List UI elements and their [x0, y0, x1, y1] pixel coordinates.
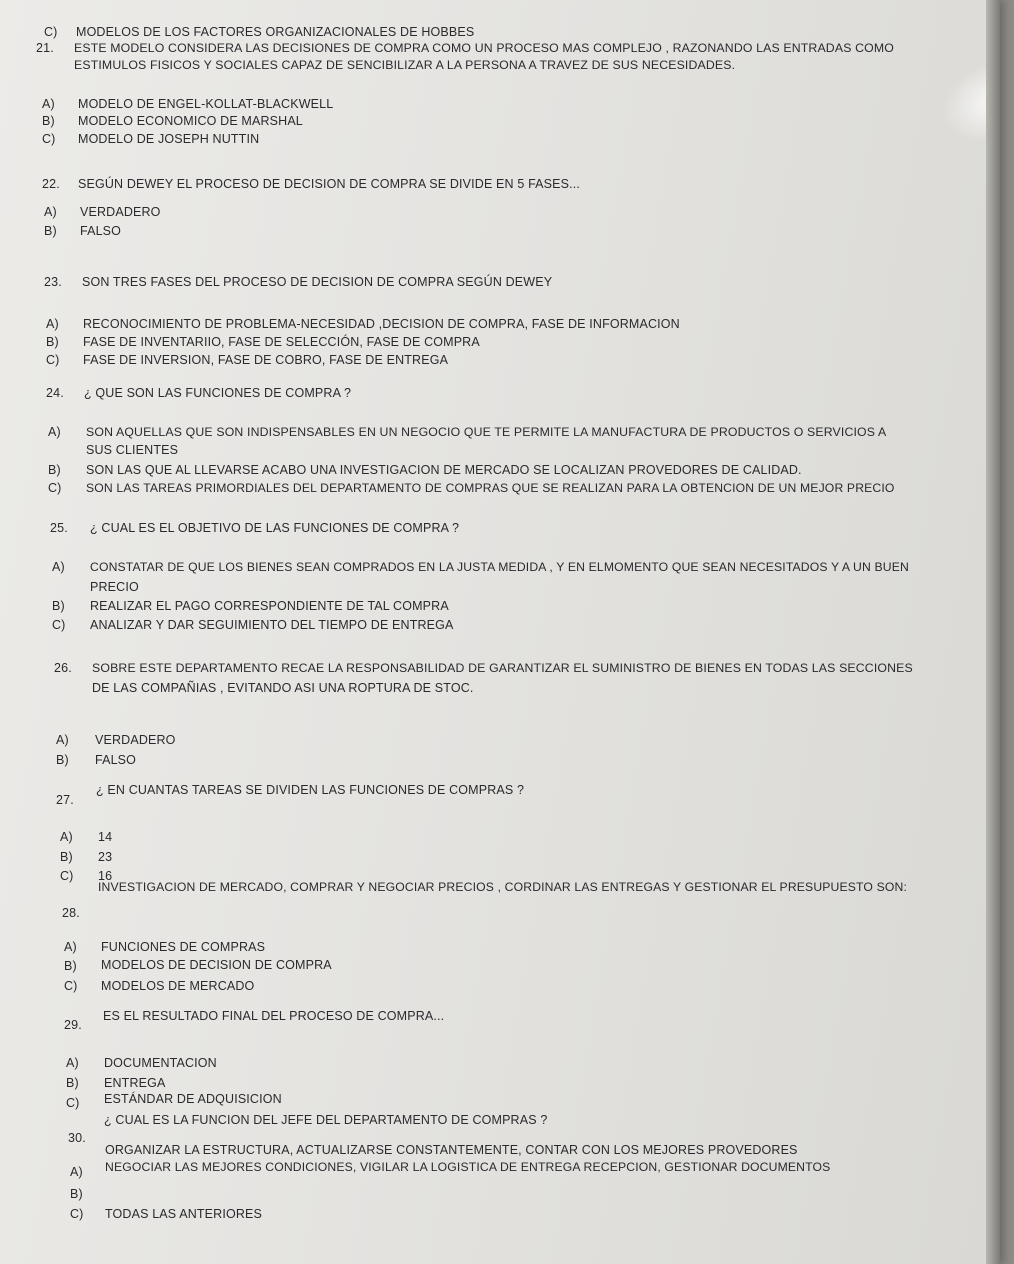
question-text: ¿ CUAL ES EL OBJETIVO DE LAS FUNCIONES DE COMPRA ?: [90, 521, 460, 535]
question-number: 24.: [46, 386, 64, 400]
option-text: FASE DE INVENTARIIO, FASE DE SELECCIÓN, FASE DE COMPRA: [83, 335, 480, 349]
option-label: C): [52, 618, 66, 632]
option-text: FALSO: [80, 224, 122, 238]
option-text: SON LAS TAREAS PRIMORDIALES DEL DEPARTAMENTO DE COMPRAS QUE SE REALIZAN PARA LA OBTENCION DE UN MEJOR PRECIO: [86, 481, 895, 495]
option-label: C): [42, 132, 56, 146]
option-label: B): [52, 599, 65, 613]
option-text: SON AQUELLAS QUE SON INDISPENSABLES EN UN NEGOCIO QUE TE PERMITE LA MANUFACTURA DE PRODUCTOS O SERVICIOS A: [86, 425, 887, 439]
option-text: MODELOS DE MERCADO: [101, 979, 255, 993]
option-text: ENTREGA: [104, 1076, 166, 1090]
question-number: 25.: [50, 521, 68, 535]
option-label: A): [46, 317, 59, 331]
question-number: 26.: [54, 661, 72, 675]
question-text: ESTE MODELO CONSIDERA LAS DECISIONES DE COMPRA COMO UN PROCESO MAS COMPLEJO , RAZONANDO LAS ENTRADAS COMO: [74, 41, 894, 55]
option-label: B): [44, 224, 57, 238]
option-label: A): [44, 205, 57, 219]
option-label: B): [60, 850, 73, 864]
option-text: ANALIZAR Y DAR SEGUIMIENTO DEL TIEMPO DE ENTREGA: [90, 618, 454, 632]
option-text: ORGANIZAR LA ESTRUCTURA, ACTUALIZARSE CONSTANTEMENTE, CONTAR CON LOS MEJORES PROVEDORES: [105, 1143, 798, 1157]
option-label: A): [70, 1165, 83, 1179]
option-label: A): [66, 1056, 79, 1070]
option-label: B): [66, 1076, 79, 1090]
option-text: CONSTATAR DE QUE LOS BIENES SEAN COMPRADOS EN LA JUSTA MEDIDA , Y EN ELMOMENTO QUE SEAN NECESITADOS Y A UN BUEN: [90, 560, 909, 574]
option-text: VERDADERO: [95, 733, 176, 747]
option-text: 16: [98, 869, 113, 883]
option-text: RECONOCIMIENTO DE PROBLEMA-NECESIDAD ,DECISION DE COMPRA, FASE DE INFORMACION: [83, 317, 680, 331]
question-number: 21.: [36, 41, 54, 55]
question-text: ESTIMULOS FISICOS Y SOCIALES CAPAZ DE SENCIBILIZAR A LA PERSONA A TRAVEZ DE SUS NECESIDADES.: [74, 58, 736, 72]
option-text: FUNCIONES DE COMPRAS: [101, 940, 266, 954]
option-label: C): [46, 353, 60, 367]
question-text: ¿ EN CUANTAS TAREAS SE DIVIDEN LAS FUNCIONES DE COMPRAS ?: [96, 783, 525, 797]
question-number: 22.: [42, 177, 60, 191]
question-text: SOBRE ESTE DEPARTAMENTO RECAE LA RESPONSABILIDAD DE GARANTIZAR EL SUMINISTRO DE BIENES EN TODAS LAS SECCIONES: [92, 661, 913, 675]
option-text: REALIZAR EL PAGO CORRESPONDIENTE DE TAL COMPRA: [90, 599, 449, 613]
option-label: C): [48, 481, 62, 495]
option-text: SON LAS QUE AL LLEVARSE ACABO UNA INVESTIGACION DE MERCADO SE LOCALIZAN PROVEDORES DE CALIDAD.: [86, 463, 802, 477]
option-label: C): [66, 1096, 80, 1110]
question-text: SEGÚN DEWEY EL PROCESO DE DECISION DE COMPRA SE DIVIDE EN 5 FASES...: [78, 177, 580, 191]
option-label: B): [70, 1187, 83, 1201]
header-option-text: MODELOS DE LOS FACTORES ORGANIZACIONALES DE HOBBES: [76, 25, 475, 39]
page-edge-shadow: [986, 0, 1000, 1264]
option-label: A): [48, 425, 61, 439]
option-text-continued: PRECIO: [90, 580, 139, 594]
option-label: A): [52, 560, 65, 574]
option-text: 14: [98, 830, 113, 844]
option-label: C): [64, 979, 78, 993]
option-text: MODELO ECONOMICO DE MARSHAL: [78, 114, 303, 128]
question-text: DE LAS COMPAÑIAS , EVITANDO ASI UNA ROPTURA DE STOC.: [92, 681, 474, 695]
option-label: C): [60, 869, 74, 883]
option-label: B): [48, 463, 61, 477]
question-text: ¿ CUAL ES LA FUNCION DEL JEFE DEL DEPARTAMENTO DE COMPRAS ?: [104, 1113, 548, 1127]
option-label: A): [64, 940, 77, 954]
question-text: ¿ QUE SON LAS FUNCIONES DE COMPRA ?: [84, 386, 352, 400]
option-label: C): [70, 1207, 84, 1221]
option-text-continued: SUS CLIENTES: [86, 443, 179, 457]
question-number: 23.: [44, 275, 62, 289]
option-label: B): [64, 959, 77, 973]
option-label: B): [56, 753, 69, 767]
question-text: SON TRES FASES DEL PROCESO DE DECISION DE COMPRA SEGÚN DEWEY: [82, 275, 553, 289]
option-label: B): [42, 114, 55, 128]
option-text: FASE DE INVERSION, FASE DE COBRO, FASE DE ENTREGA: [83, 353, 449, 367]
option-text: 23: [98, 850, 113, 864]
question-number: 30.: [68, 1131, 86, 1145]
option-label: A): [42, 97, 55, 111]
question-number: 29.: [64, 1018, 82, 1032]
option-text: MODELO DE ENGEL-KOLLAT-BLACKWELL: [78, 97, 334, 111]
question-number: 28.: [62, 906, 80, 920]
option-text: ESTÁNDAR DE ADQUISICION: [104, 1092, 282, 1106]
option-label: A): [56, 733, 69, 747]
option-text: DOCUMENTACION: [104, 1056, 217, 1070]
option-label: B): [46, 335, 59, 349]
option-text: VERDADERO: [80, 205, 161, 219]
header-option-label: C): [44, 25, 58, 39]
option-text: MODELO DE JOSEPH NUTTIN: [78, 132, 260, 146]
question-number: 27.: [56, 793, 74, 807]
option-label: A): [60, 830, 73, 844]
question-text: INVESTIGACION DE MERCADO, COMPRAR Y NEGOCIAR PRECIOS , CORDINAR LAS ENTREGAS Y GESTIONAR EL PRESUPUESTO SON:: [98, 880, 907, 894]
option-text: NEGOCIAR LAS MEJORES CONDICIONES, VIGILAR LA LOGISTICA DE ENTREGA RECEPCION, GESTIONAR DOCUMENTOS: [105, 1160, 831, 1174]
option-text: TODAS LAS ANTERIORES: [105, 1207, 262, 1221]
option-text: FALSO: [95, 753, 137, 767]
question-text: ES EL RESULTADO FINAL DEL PROCESO DE COMPRA...: [103, 1009, 445, 1023]
option-text: MODELOS DE DECISION DE COMPRA: [101, 958, 332, 972]
